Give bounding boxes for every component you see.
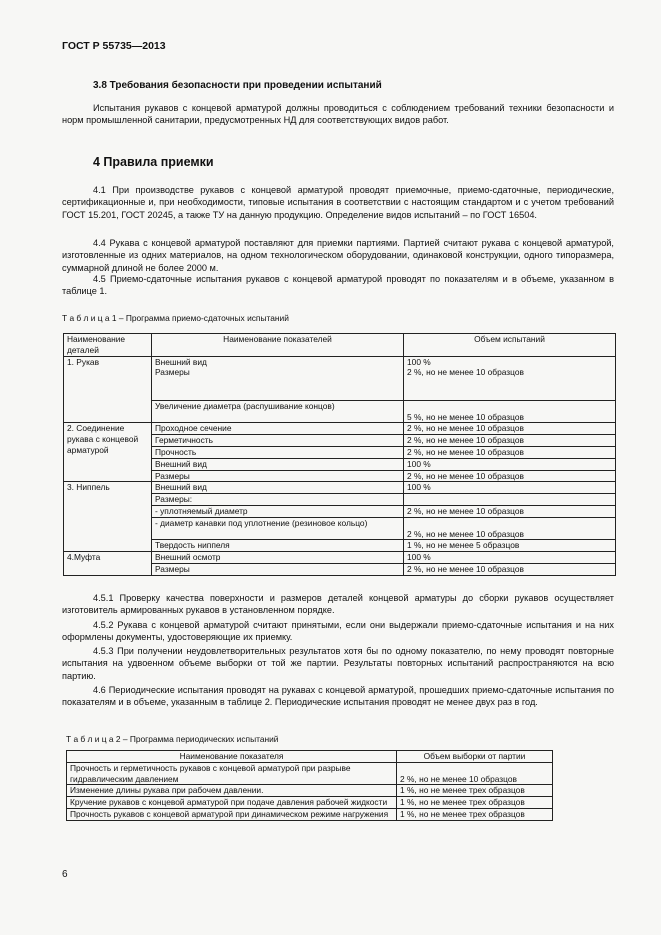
volume-cell: 2 %, но не менее 10 образцов: [404, 446, 616, 458]
paragraph-4-4: 4.4 Рукава с концевой арматурой поставляют для приемки партиями. Партией считают рукава с концевой арматурой, изготовленные из одних материалов, на одном технологическом оборудовании, одинаковой конструкции, одного типоразмера, суммарной длиной не более 2000 м.: [62, 238, 614, 273]
volume-cell: 1 %, но не менее трех образцов: [397, 808, 553, 820]
volume-cell: 1 %, но не менее трех образцов: [397, 797, 553, 809]
indicator-cell: Прочность рукавов с концевой арматурой при динамическом режиме нагружения: [67, 808, 397, 820]
indicator-cell: Кручение рукавов с концевой арматурой при подаче давления рабочей жидкости: [67, 797, 397, 809]
volume-cell: 2 %, но не менее 10 образцов: [404, 517, 616, 540]
indicator-cell: Герметичность: [152, 435, 404, 447]
table-2-header-volume: Объем выборки от партии: [397, 751, 553, 763]
indicator-cell: Внешний вид Размеры: [152, 356, 404, 400]
section-3-8-text: Испытания рукавов с концевой арматурой должны проводиться с соблюдением требований техники безопасности и норм промышленной санитарии, предусмотренных НД для соответствующих видов работ.: [62, 103, 614, 126]
page-number: 6: [62, 869, 68, 880]
volume-cell: 1 %, но не менее 5 образцов: [404, 540, 616, 552]
indicator-cell: Прочность: [152, 446, 404, 458]
volume-cell: 2 %, но не менее 10 образцов: [404, 435, 616, 447]
indicator-cell: - уплотняемый диаметр: [152, 505, 404, 517]
indicator-cell: Размеры: [152, 563, 404, 575]
table-row: [64, 552, 616, 564]
volume-cell: [404, 494, 616, 506]
volume-cell: 1 %, но не менее трех образцов: [397, 785, 553, 797]
indicator-cell: Размеры:: [152, 494, 404, 506]
document-header: ГОСТ Р 55735—2013: [62, 40, 166, 52]
table-row: [64, 482, 616, 494]
volume-cell: 100 % 2 %, но не менее 10 образцов: [404, 356, 616, 400]
table-row: [64, 356, 616, 400]
paragraph-4-1: 4.1 При производстве рукавов с концевой арматурой проводят приемочные, приемо-сдаточные, периодические, сертификационные и, при необходимости, типовые испытания в соответствии с настоящим стандартом и с учетом требований ГОСТ 15.201, ГОСТ 20245, а также ТУ на данную продукцию. Определение видов испытаний – по ГОСТ 16504.: [62, 185, 614, 220]
paragraph-4-5-3: 4.5.3 При получении неудовлетворительных результатов хотя бы по одному показателю, по нему проводят повторные испытания на удвоенном объеме выборки от той же партии. Результаты повторных испытаний распространяются на всю партию.: [62, 646, 614, 681]
indicator-cell: Внешний осмотр: [152, 552, 404, 564]
indicator-cell: - диаметр канавки под уплотнение (резиновое кольцо): [152, 517, 404, 540]
table-1-header-indicator: Наименование показателей: [152, 334, 404, 357]
volume-cell: 100 %: [404, 458, 616, 470]
volume-cell: 100 %: [404, 482, 616, 494]
table-1: [63, 333, 616, 576]
indicator-cell: Увеличение диаметра (распушивание концов): [152, 400, 404, 423]
indicator-cell: Внешний вид: [152, 482, 404, 494]
volume-cell: 2 %, но не менее 10 образцов: [404, 563, 616, 575]
paragraph-4-5-2: 4.5.2 Рукава с концевой арматурой считают принятыми, если они выдержали приемо-сдаточные испытания и на них оформлены документы, удостоверяющие их приемку.: [62, 620, 614, 643]
indicator-cell: Внешний вид: [152, 458, 404, 470]
indicator-cell: Размеры: [152, 470, 404, 482]
volume-cell: 5 %, но не менее 10 образцов: [404, 400, 616, 423]
part-cell: 1. Рукав: [64, 356, 152, 423]
table-row: [67, 785, 553, 797]
volume-cell: 2 %, но не менее 10 образцов: [404, 505, 616, 517]
table-row: [67, 762, 553, 785]
table-1-caption: Т а б л и ц а 1 – Программа приемо-сдаточных испытаний: [62, 313, 289, 323]
paragraph-4-5-1: 4.5.1 Проверку качества поверхности и размеров деталей концевой арматуры до сборки рукавов осуществляет изготовитель армированных рукавов в установленном порядке.: [62, 593, 614, 616]
volume-cell: 2 %, но не менее 10 образцов: [404, 423, 616, 435]
table-1-header-part: Наименование деталей: [64, 334, 152, 357]
part-cell: 2. Соединение рукава с концевой арматурой: [64, 423, 152, 482]
table-row: [67, 797, 553, 809]
volume-cell: 2 %, но не менее 10 образцов: [397, 762, 553, 785]
section-3-8-title: 3.8 Требования безопасности при проведении испытаний: [93, 80, 382, 91]
paragraph-4-6: 4.6 Периодические испытания проводят на рукавах с концевой арматурой, прошедших приемо-сдаточные испытания по показателям и в объеме, указанным в таблице 2. Периодические испытания проводят не менее двух раз в год.: [62, 685, 614, 708]
volume-cell: 2 %, но не менее 10 образцов: [404, 470, 616, 482]
table-2: [66, 750, 553, 821]
paragraph-4-5: 4.5 Приемо-сдаточные испытания рукавов с концевой арматурой проводят по показателям и в объеме, указанном в таблице 1.: [62, 274, 614, 297]
volume-cell: 100 %: [404, 552, 616, 564]
section-4-title: 4 Правила приемки: [93, 155, 214, 169]
table-2-caption: Т а б л и ц а 2 – Программа периодических испытаний: [66, 734, 279, 744]
table-row: [67, 808, 553, 820]
part-cell: 3. Ниппель: [64, 482, 152, 552]
indicator-cell: Прочность и герметичность рукавов с концевой арматурой при разрыве гидравлическим давлением: [67, 762, 397, 785]
table-2-header-indicator: Наименование показателя: [67, 751, 397, 763]
table-row: [64, 423, 616, 435]
part-cell: 4.Муфта: [64, 552, 152, 576]
indicator-cell: Изменение длины рукава при рабочем давлении.: [67, 785, 397, 797]
indicator-cell: Проходное сечение: [152, 423, 404, 435]
indicator-cell: Твердость ниппеля: [152, 540, 404, 552]
table-1-header-volume: Объем испытаний: [404, 334, 616, 357]
